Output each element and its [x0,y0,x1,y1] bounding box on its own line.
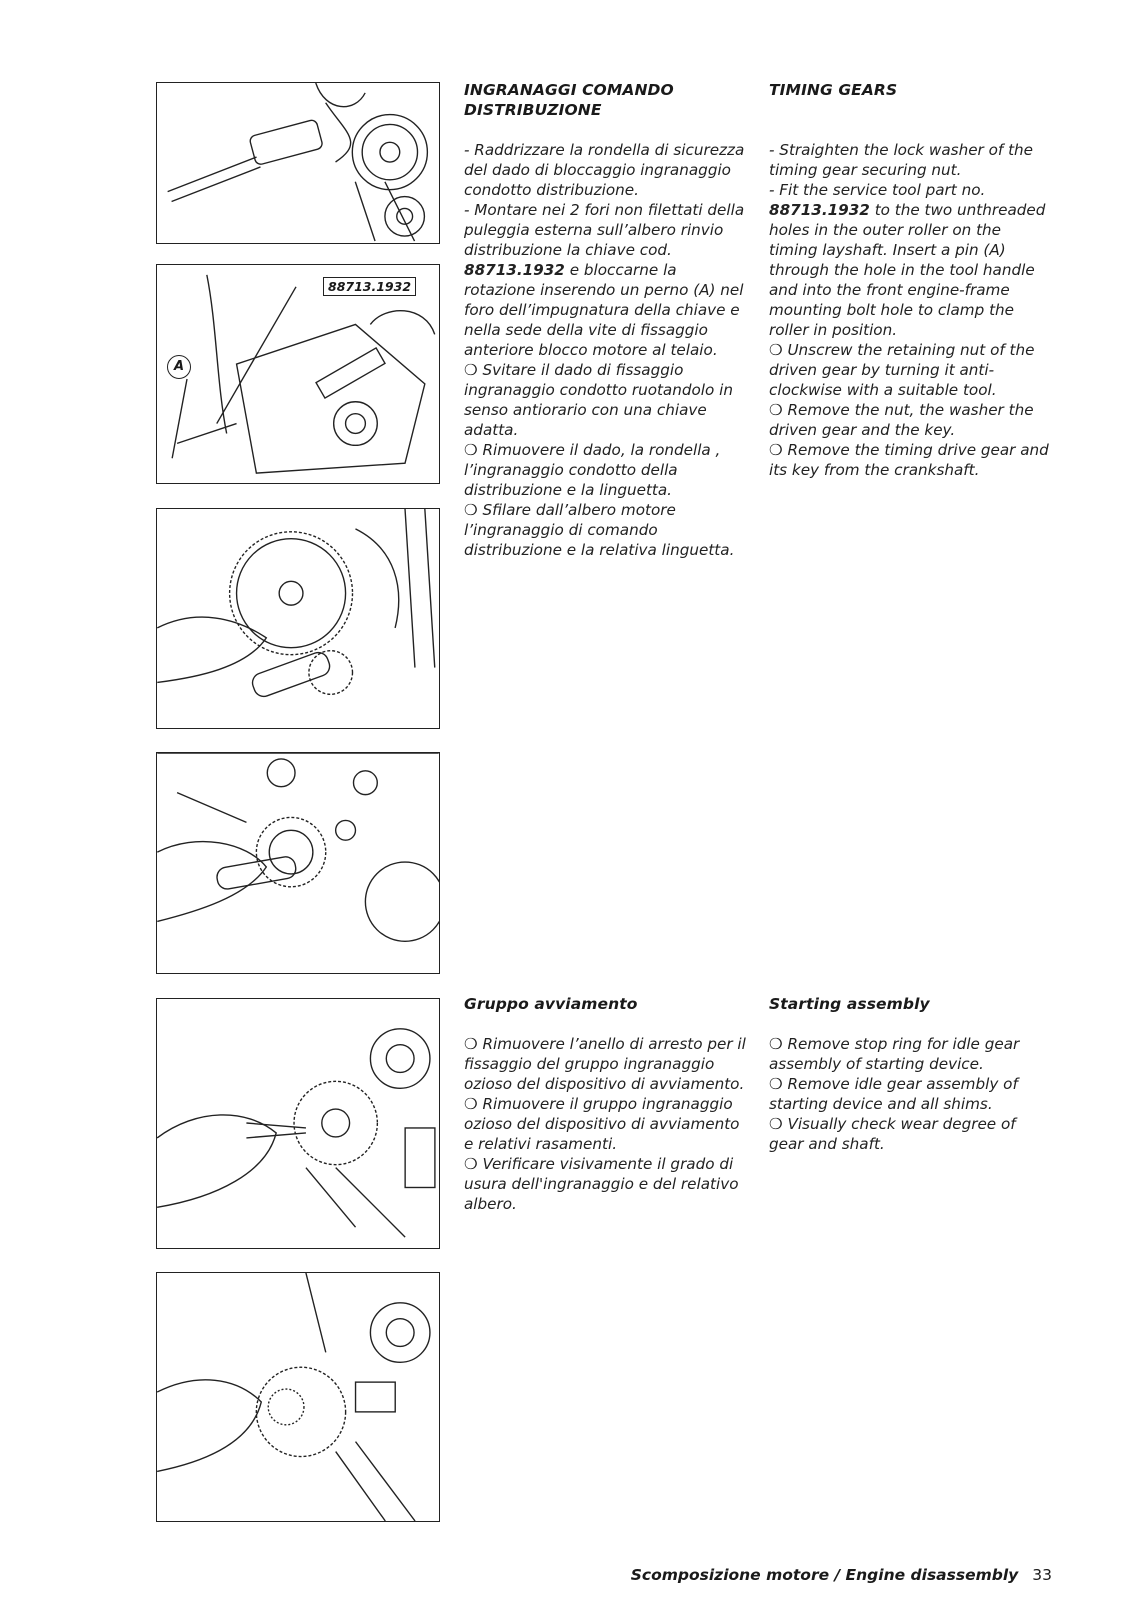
figure-4-gear-removal [156,752,440,974]
paragraph: ❍ Unscrew the retaining nut of the driven gear by turning it anti-clockwise with a suitable tool. [769,341,1035,399]
paragraph: ❍ Remove idle gear assembly of starting device and all shims. [769,1075,1018,1113]
paragraph: ❍ Rimuovere il gruppo ingranaggio ozioso del dispositivo di avviamento e relativi rasamenti. [464,1095,740,1153]
section-1-italian-heading: INGRANAGGI COMANDO DISTRIBUZIONE [464,81,674,119]
section-2-english-heading: Starting assembly [769,995,930,1013]
figure-5-stop-ring-removal [156,998,440,1249]
section-2-english [769,994,1054,1154]
engine-illustration-1 [157,83,439,243]
figure-6-idle-gear-removal [156,1272,440,1522]
paragraph: - Raddrizzare la rondella di sicurezza del dado di bloccaggio ingranaggio condotto distribuzione. [464,141,745,199]
text: - Montare nei 2 fori non filettati della puleggia esterna sull’albero rinvio distribuzione la chiave cod. [464,201,745,259]
paragraph: ❍ Rimuovere l’anello di arresto per il fissaggio del gruppo ingranaggio ozioso del dispositivo di avviamento. [464,1035,746,1093]
section-2-italian [464,994,749,1214]
paragraph: ❍ Remove stop ring for idle gear assembly of starting device. [769,1035,1020,1073]
engine-illustration-5 [157,999,439,1248]
section-1-italian [464,80,749,560]
paragraph: ❍ Rimuovere il dado, la rondella , l’ingranaggio condotto della distribuzione e la linguetta. [464,441,721,499]
figure-1-wrench-on-pulley [156,82,440,244]
engine-illustration-6 [157,1273,439,1521]
paragraph: ❍ Remove the timing drive gear and its key from the crankshaft. [769,441,1049,479]
text: e bloccarne la rotazione inserendo un perno (A) nel foro dell’impugnatura della chiave e nella sede della vite di fissaggio anteriore blocco motore al telaio. [464,261,744,359]
page-footer [0,1566,1052,1584]
section-1-english [769,80,1054,480]
text: to the two unthreaded holes in the outer roller on the timing layshaft. Insert a pin (A) through the hole in the tool handle and into the front engine-frame mounting bolt hole to clamp the roller in position. [769,201,1046,339]
tool-part-number-label: 88713.1932 [323,277,416,296]
engine-illustration-3 [157,509,439,728]
paragraph: ❍ Verificare visivamente il grado di usura dell'ingranaggio e del relativo albero. [464,1155,739,1213]
paragraph [464,200,749,360]
engine-illustration-2 [157,265,439,483]
paragraph: ❍ Sfilare dall’albero motore l’ingranaggio di comando distribuzione e la relativa linguetta. [464,501,735,559]
pin-a-label: A [167,355,191,379]
section-2-italian-heading: Gruppo avviamento [464,995,638,1013]
figure-2-tool-and-pin [156,264,440,484]
figure-3-timing-gear [156,508,440,729]
section-1-english-heading: TIMING GEARS [769,81,898,99]
tool-code: 88713.1932 [769,201,870,219]
paragraph: ❍ Visually check wear degree of gear and shaft. [769,1115,1016,1153]
footer-title: Scomposizione motore / Engine disassembly [630,1566,1019,1584]
section-2-english-body [769,1034,1054,1154]
section-2-italian-body [464,1034,749,1214]
paragraph: ❍ Remove the nut, the washer the driven gear and the key. [769,401,1034,439]
tool-code: 88713.1932 [464,261,565,279]
section-1-english-body [769,140,1054,480]
paragraph: ❍ Svitare il dado di fissaggio ingranaggio condotto ruotandolo in senso antiorario con una chiave adatta. [464,361,733,439]
page-number: 33 [1032,1566,1052,1584]
text: - Fit the service tool part no. [769,181,986,199]
paragraph [769,180,1054,340]
section-1-italian-body [464,140,749,560]
paragraph: - Straighten the lock washer of the timing gear securing nut. [769,141,1034,179]
engine-illustration-4 [157,753,439,973]
